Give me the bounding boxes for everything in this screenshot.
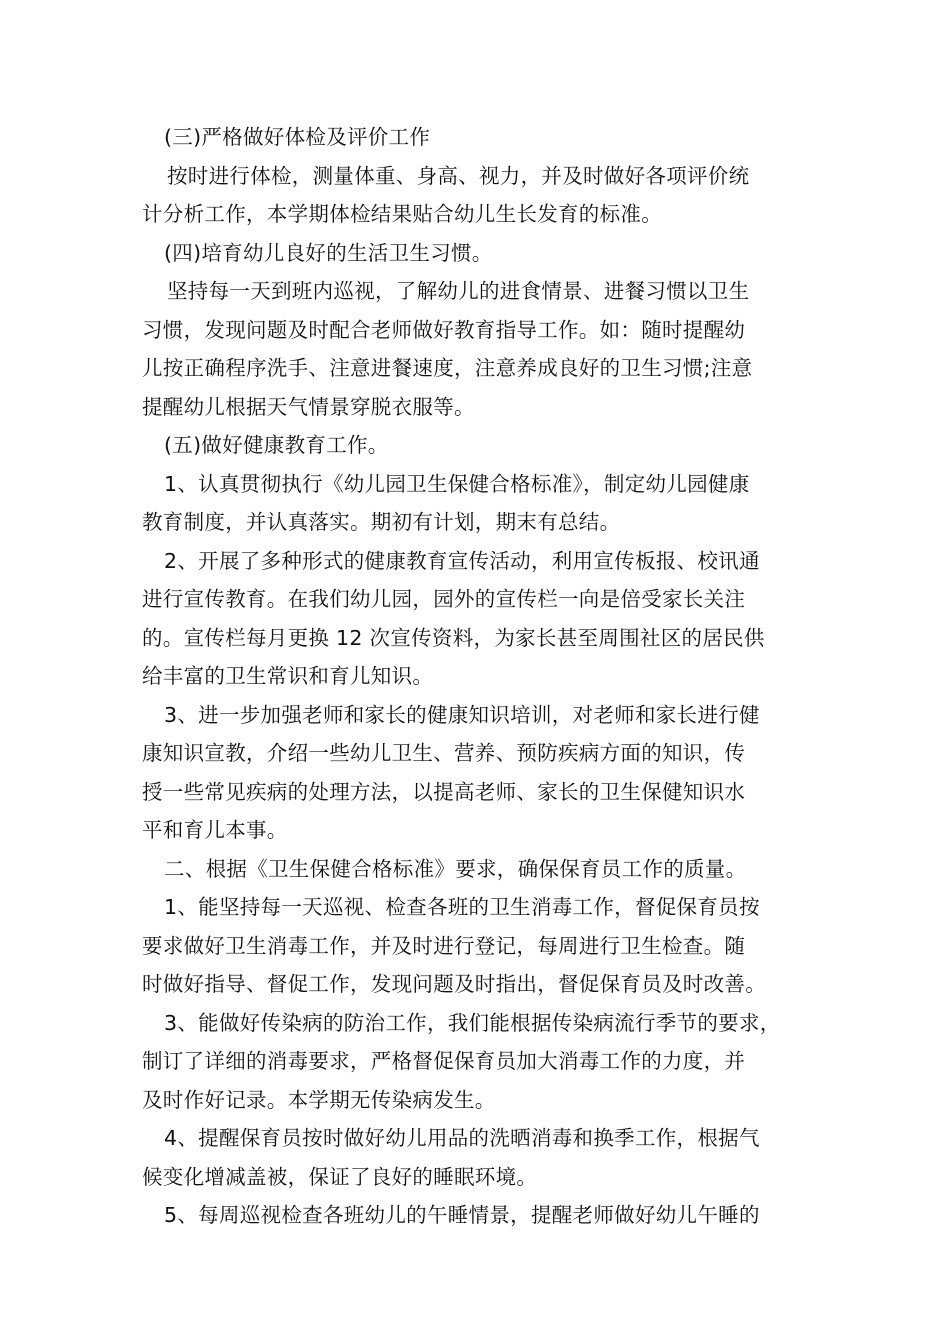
- text-line: 儿按正确程序洗手、注意进餐速度，注意养成良好的卫生习惯;注意: [142, 356, 753, 380]
- text-line: 1、认真贯彻执行《幼儿园卫生保健合格标准》，制定幼儿园健康: [164, 471, 750, 496]
- paragraph-p-5-1: [142, 465, 822, 542]
- paragraph-heading-2: [142, 850, 822, 889]
- paragraph-p-2-4: [142, 1119, 822, 1196]
- text-line: (三)严格做好体检及评价工作: [164, 125, 431, 149]
- text-line: 进行宣传教育。在我们幼儿园，园外的宣传栏一向是倍受家长关注: [142, 587, 746, 611]
- document-page: [142, 118, 822, 1235]
- text-line: 候变化增减盖被，保证了良好的睡眠环境。: [142, 1164, 538, 1189]
- text-line: 4、提醒保育员按时做好幼儿用品的洗晒消毒和换季工作，根据气: [164, 1126, 760, 1150]
- text-line: 计分析工作，本学期体检结果贴合幼儿生长发育的标准。: [142, 202, 662, 226]
- text-line: 制订了详细的消毒要求，严格督促保育员加大消毒工作的力度，并: [142, 1049, 746, 1073]
- text-line: 的。宣传栏每月更换 12 次宣传资料，为家长甚至周围社区的居民供: [142, 625, 765, 650]
- text-line: 教育制度，并认真落实。期初有计划，期末有总结。: [142, 510, 621, 534]
- paragraph-heading-4: [142, 234, 822, 273]
- text-line: 2、开展了多种形式的健康教育宣传活动，利用宣传板报、校讯通: [164, 548, 760, 573]
- text-line: 5、每周巡视检查各班幼儿的午睡情景，提醒老师做好幼儿午睡的: [164, 1203, 760, 1227]
- text-line: 要求做好卫生消毒工作，并及时进行登记，每周进行卫生检查。随: [142, 933, 746, 958]
- paragraph-p-5-3: [142, 696, 822, 850]
- paragraph-p-2-1: [142, 888, 822, 1004]
- text-line: 二、根据《卫生保健合格标准》要求，确保保育员工作的质量。: [164, 856, 747, 881]
- text-line: 3、进一步加强老师和家长的健康知识培训，对老师和家长进行健: [164, 702, 760, 727]
- text-line: 平和育儿本事。: [142, 818, 288, 842]
- text-line: 按时进行体检，测量体重、身高、视力，并及时做好各项评价统: [167, 163, 750, 188]
- text-line: 提醒幼儿根据天气情景穿脱衣服等。: [142, 394, 475, 419]
- text-line: 及时作好记录。本学期无传染病发生。: [142, 1087, 496, 1112]
- paragraph-p-4: [142, 272, 822, 426]
- text-line: 3、能做好传染病的防治工作，我们能根据传染病流行季节的要求，: [164, 1010, 781, 1035]
- paragraph-heading-3: [142, 118, 822, 157]
- text-line: 授一些常见疾病的处理方法，以提高老师、家长的卫生保健知识水: [142, 779, 746, 804]
- text-line: 康知识宣教，介绍一些幼儿卫生、营养、预防疾病方面的知识，传: [142, 741, 746, 765]
- text-line: 坚持每一天到班内巡视，了解幼儿的进食情景、进餐习惯以卫生: [167, 279, 750, 303]
- paragraph-p-3: [142, 157, 822, 234]
- paragraph-p-2-3: [142, 1004, 822, 1120]
- text-line: (五)做好健康教育工作。: [164, 433, 389, 457]
- text-line: (四)培育幼儿良好的生活卫生习惯。: [164, 240, 493, 265]
- text-line: 时做好指导、督促工作，发现问题及时指出，督促保育员及时改善。: [142, 972, 766, 996]
- paragraph-p-2-5: [142, 1196, 822, 1235]
- text-line: 习惯，发现问题及时配合老师做好教育指导工作。如：随时提醒幼: [142, 317, 746, 342]
- paragraph-heading-5: [142, 426, 822, 465]
- paragraph-p-5-2: [142, 542, 822, 696]
- text-line: 1、能坚持每一天巡视、检查各班的卫生消毒工作，督促保育员按: [164, 895, 760, 919]
- text-line: 给丰富的卫生常识和育儿知识。: [142, 664, 434, 688]
